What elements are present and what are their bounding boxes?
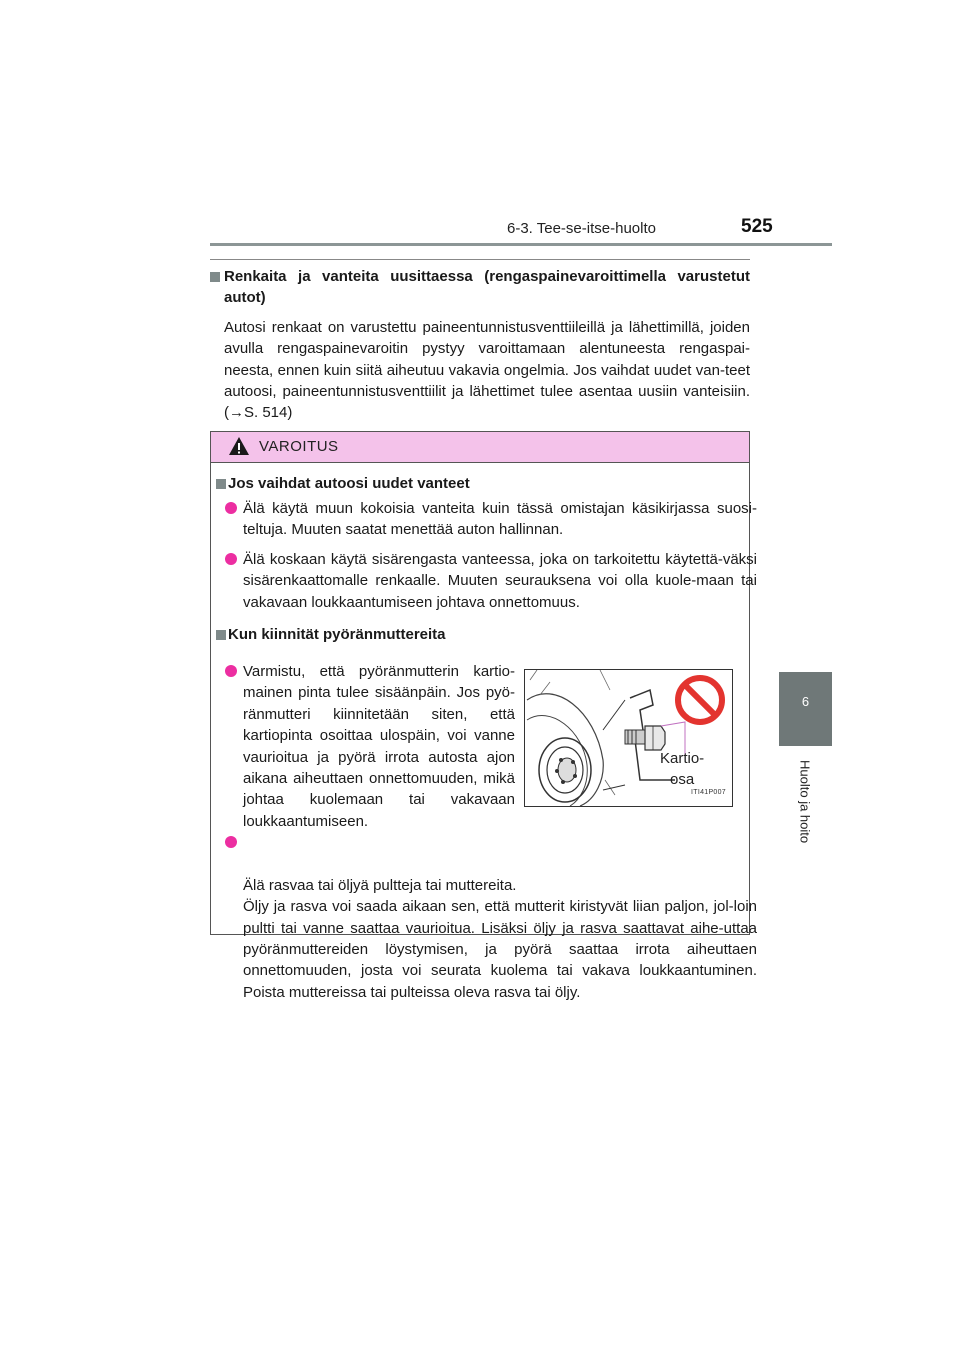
warning-subheading-text: Kun kiinnität pyöränmuttereita xyxy=(228,626,446,643)
warning-bullet-text: Älä käytä muun kokoisia vanteita kuin tässä omistajan käsikirjassa suosi-teltuja. Muuten saatat menettää auton hallinnan. xyxy=(243,500,757,539)
section-heading-text: Renkaita ja vanteita uusittaessa (rengaspainevaroittimella varustetut autot) xyxy=(224,268,750,307)
warning-bullet xyxy=(224,832,757,1003)
warning-triangle-icon xyxy=(228,436,250,456)
header-divider xyxy=(210,243,832,246)
warning-bullet-text: Älä koskaan käytä sisärengasta vanteessa, joka on tarkoitettu käytettä-väksi sisärenkaattomalle renkaalle. Muuten seurauksena voi olla kuole-maan tai vakavaan loukkaantumiseen johtava onnettomuus. xyxy=(243,551,757,611)
bullet-dot-icon xyxy=(225,553,237,565)
warning-bullet-text: Varmistu, että pyöränmutterin kartio-mainen pinta tulee sisäänpäin. Jos pyö-ränmutteri kiinnitetään siten, että kartiopinta osoittaa ulospäin, voi vanne vaurioitua ja pyörä irrota autosta ajon aikana aiheuttaen onnettomuuden, mikä johtaa kuolemaan tai vakavaan loukkaantumiseen. xyxy=(243,663,515,830)
chapter-title-vertical xyxy=(781,760,829,875)
warning-subheading xyxy=(214,624,748,645)
warning-subheading-text: Jos vaihdat autoosi uudet vanteet xyxy=(228,475,470,492)
section-title: 6-3. Tee-se-itse-huolto xyxy=(507,220,656,237)
content-divider xyxy=(210,259,750,260)
square-bullet-icon xyxy=(216,479,226,489)
section-body: Autosi renkaat on varustettu paineentunnistusventtiileillä ja lähettimillä, joiden avulla rengaspainevaroitin pystyy varoittamaan alentuneesta rengaspai-neesta, ennen kuin siitä aiheutuu vakavia ongelmia. Jos vaihdat uudet van-teet autoosi, paineentunnistusventtiilit ja lähettimet tulee asentaa uusiin vanteisiin. (→S. 514) xyxy=(224,318,750,422)
chapter-title: Huolto ja hoito xyxy=(797,760,813,844)
square-bullet-icon xyxy=(216,630,226,640)
warning-title: VAROITUS xyxy=(259,438,339,455)
bullet-dot-icon xyxy=(225,502,237,514)
wheel-nut-illustration xyxy=(524,669,733,807)
warning-bullet-text: Älä rasvaa tai öljyä pultteja tai muttereita. Öljy ja rasva voi saada aikaan sen, että mutterit kiristyvät liian paljon, jol-loin pultti tai vanne saattaa vaurioitua. Lisäksi öljy ja rasva saattavat aihe-uttaa pyöränmuttereiden löystymisen, ja pyörä saattaa irrota aiheuttaen onnettomuuden, josta voi seurata kuolema tai vakava loukkaantuminen. Poista muttereissa tai pulteissa oleva rasva tai öljy. xyxy=(243,876,757,1001)
bullet-dot-icon xyxy=(225,665,237,677)
warning-box xyxy=(210,431,757,1001)
warning-bullet xyxy=(224,549,757,613)
tire-replacement-section xyxy=(210,266,750,424)
warning-header xyxy=(211,432,749,463)
figure-code: ITI41P007 xyxy=(691,788,726,796)
bullet-dot-icon xyxy=(225,836,237,848)
warning-subheading xyxy=(214,473,748,494)
square-bullet-icon xyxy=(210,272,220,282)
cone-part-label-line1: Kartio- xyxy=(660,750,705,767)
chapter-tab xyxy=(779,672,832,746)
section-heading xyxy=(210,266,750,309)
cone-part-label-line2: osa xyxy=(670,771,695,788)
warning-bullet xyxy=(224,498,757,541)
warning-bullet xyxy=(224,661,515,832)
page-number: 525 xyxy=(741,216,773,237)
chapter-number: 6 xyxy=(801,694,810,709)
